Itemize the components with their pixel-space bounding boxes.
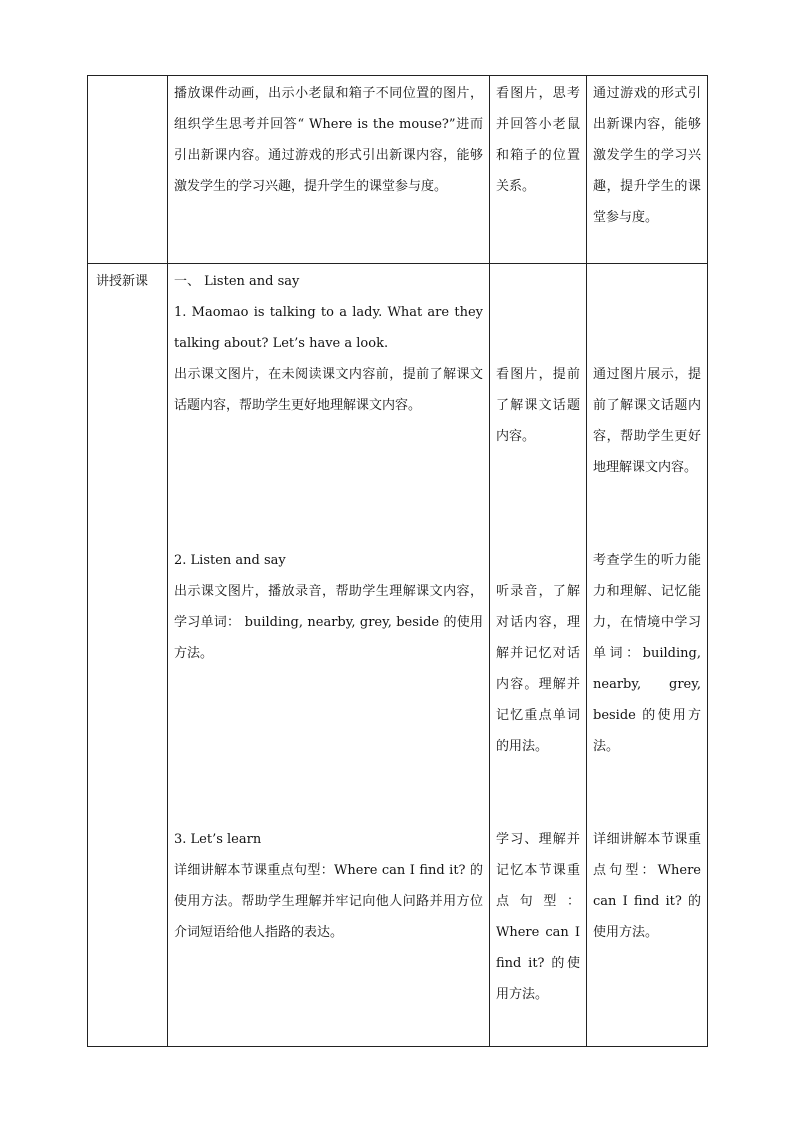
- student-activity-text: 看图片，思考并回答小老鼠和箱子的位置关系。: [496, 86, 580, 194]
- stage-cell: [88, 264, 168, 1047]
- teacher-activity-text: 播放课件动画，出示小老鼠和箱子不同位置的图片，组织学生思考并回答“ Where is the mouse?”进而引出新课内容。通过游戏的形式引出新课内容，能够激发学生的学习兴趣，提升学生的课堂参与度。: [174, 86, 483, 194]
- step3-intent-text: 详细讲解本节课重点句型：Where can I find it? 的使用方法。: [593, 832, 701, 940]
- step2-title: 2. Listen and say: [174, 553, 286, 568]
- step1-student-text: 看图片，提前了解课文话题内容。: [496, 367, 580, 444]
- stage-label: [88, 76, 167, 78]
- stage-cell: [88, 76, 168, 264]
- step1-content: 出示课文图片，在未阅读课文内容前，提前了解课文话题内容，帮助学生更好地理解课文内容。: [174, 367, 483, 413]
- table-row: [88, 76, 708, 264]
- step3-title: 3. Let’s learn: [174, 832, 262, 847]
- table-row: [88, 264, 708, 1047]
- lesson-plan-table: [87, 75, 708, 1047]
- step1-intent-text: 通过图片展示，提前了解课文话题内容，帮助学生更好地理解课文内容。: [593, 367, 701, 475]
- step1-title: 1. Maomao is talking to a lady. What are they talking about? Let’s have a look.: [174, 305, 483, 351]
- section-title: 一、 Listen and say: [174, 274, 300, 289]
- step2-content: 出示课文图片，播放录音，帮助学生理解课文内容，学习单词： building, nearby, grey, beside 的使用方法。: [174, 584, 483, 661]
- teacher-activity-cell: [168, 264, 490, 1047]
- step3-content: 详细讲解本节课重点句型：Where can I find it? 的使用方法。帮助学生理解并牢记向他人问路并用方位介词短语给他人指路的表达。: [174, 863, 483, 940]
- student-activity-cell: [490, 76, 587, 264]
- design-intent-cell: [587, 264, 708, 1047]
- step2-intent-text: 考查学生的听力能力和理解、记忆能力，在情境中学习单词：building, nearby, grey, beside 的使用方法。: [593, 553, 701, 754]
- step3-student-text: 学习、理解并记忆本节课重点句型：Where can I find it? 的使用方法。: [496, 832, 580, 1002]
- design-intent-cell: [587, 76, 708, 264]
- step2-student-text: 听录音，了解对话内容，理解并记忆对话内容。理解并记忆重点单词的用法。: [496, 584, 580, 754]
- student-activity-cell: [490, 264, 587, 1047]
- design-intent-text: 通过游戏的形式引出新课内容，能够激发学生的学习兴趣，提升学生的课堂参与度。: [593, 86, 701, 225]
- stage-label: 讲授新课: [96, 274, 149, 289]
- teacher-activity-cell: [168, 76, 490, 264]
